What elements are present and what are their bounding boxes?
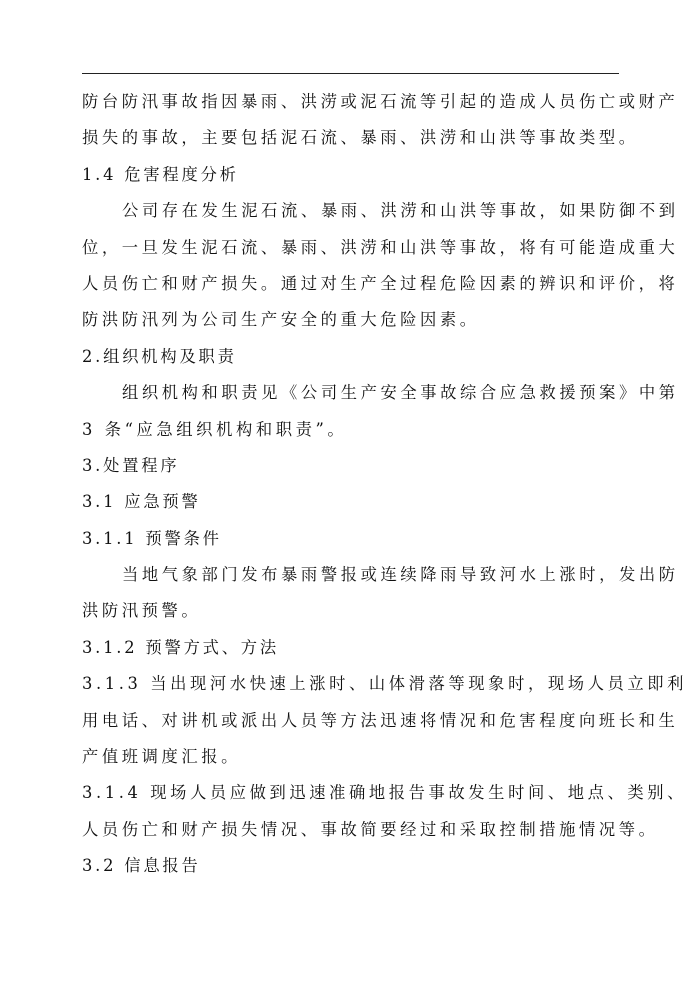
section-heading: 3.1 应急预警 [82, 492, 201, 512]
paragraph-line: 3 条“应急组织机构和职责”。 [82, 419, 348, 439]
paragraph-line: 3.1.4 现场人员应做到迅速准确地报告事故发生时间、地点、类别、 [82, 783, 687, 803]
paragraph-line: 防洪防汛列为公司生产安全的重大危险因素。 [82, 310, 480, 330]
paragraph-line: 洪防汛预警。 [82, 601, 202, 621]
paragraph-line: 产值班调度汇报。 [82, 747, 242, 767]
paragraph-line: 3.1.3 当出现河水快速上涨时、山体滑落等现象时，现场人员立即利 [82, 674, 687, 694]
section-heading: 3.处置程序 [82, 455, 180, 475]
paragraph-line: 公司存在发生泥石流、暴雨、洪涝和山洪等事故，如果防御不到 [122, 201, 679, 221]
paragraph-line: 防台防汛事故指因暴雨、洪涝或泥石流等引起的造成人员伤亡或财产 [82, 92, 679, 111]
section-heading: 1.4 危害程度分析 [82, 164, 239, 184]
paragraph-line: 当地气象部门发布暴雨警报或连续降雨导致河水上涨时，发出防 [122, 565, 679, 585]
paragraph-line: 人员伤亡和财产损失。通过对生产全过程危险因素的辨识和评价，将 [82, 273, 679, 293]
section-heading: 2.组织机构及职责 [82, 346, 237, 366]
section-heading: 3.2 信息报告 [82, 856, 201, 876]
paragraph-line: 用电话、对讲机或派出人员等方法迅速将情况和危害程度向班长和生 [82, 710, 679, 730]
section-heading: 3.1.1 预警条件 [82, 528, 222, 548]
paragraph-line: 位，一旦发生泥石流、暴雨、洪涝和山洪等事故，将有可能造成重大 [82, 237, 679, 257]
header-rule [82, 73, 619, 74]
paragraph-line: 组织机构和职责见《公司生产安全事故综合应急救援预案》中第 [122, 383, 679, 403]
section-heading: 3.1.2 预警方式、方法 [82, 637, 279, 657]
paragraph-line: 人员伤亡和财产损失情况、事故简要经过和采取控制措施情况等。 [82, 819, 659, 839]
document-body [82, 84, 687, 885]
paragraph-line: 损失的事故，主要包括泥石流、暴雨、洪涝和山洪等事故类型。 [82, 128, 639, 148]
